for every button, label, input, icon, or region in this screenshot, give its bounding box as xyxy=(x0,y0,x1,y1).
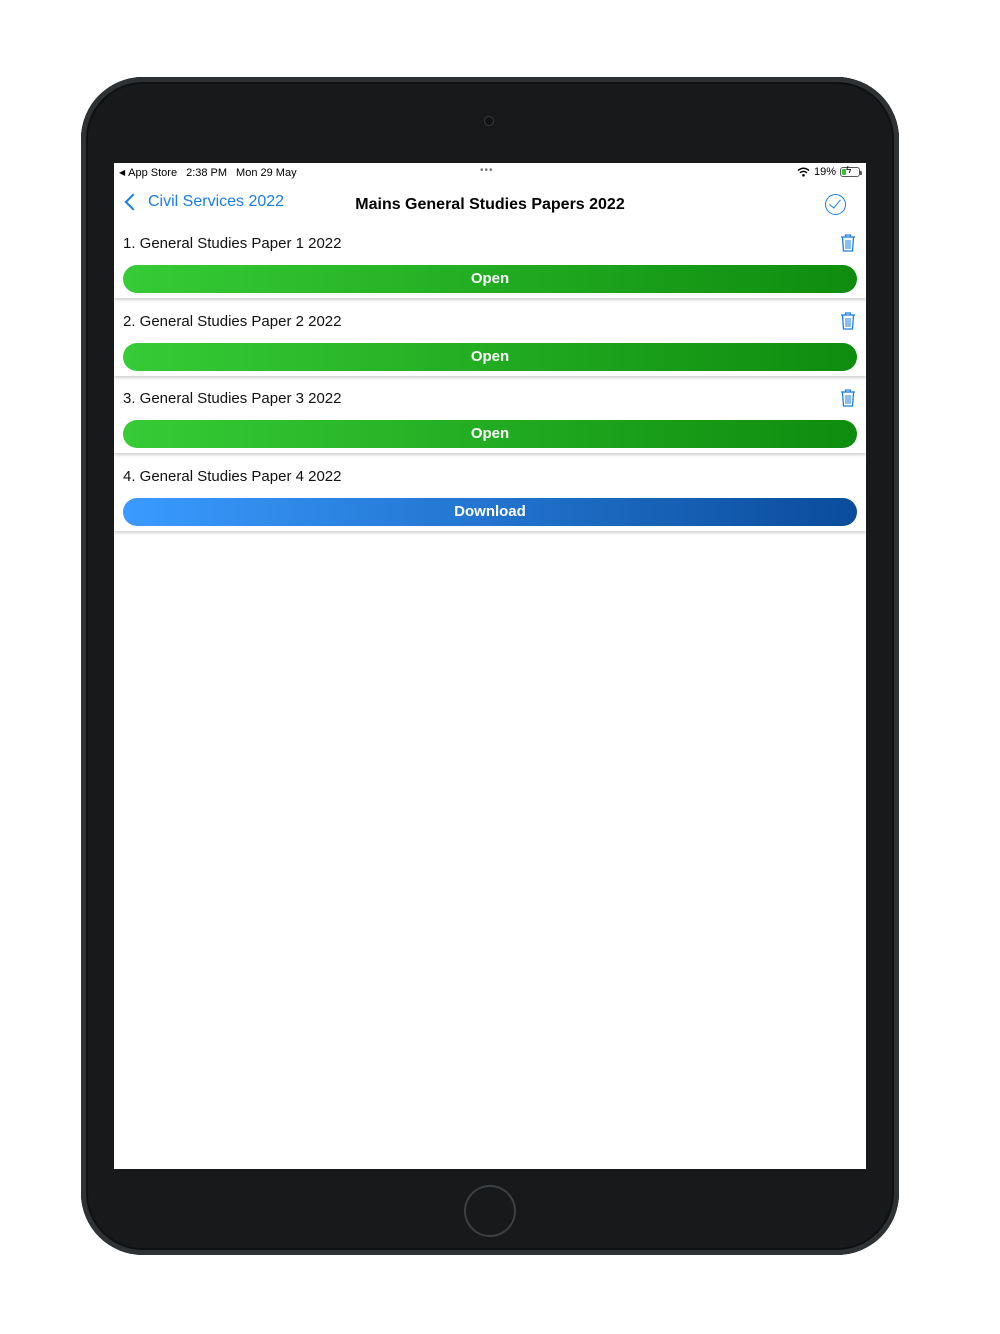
battery-percent: 19% xyxy=(813,166,836,178)
paper-title: 2. General Studies Paper 2 2022 xyxy=(123,312,342,330)
download-button[interactable]: Download xyxy=(123,498,857,526)
status-left xyxy=(119,167,297,179)
list-item xyxy=(114,384,866,453)
navigation-bar xyxy=(114,185,866,229)
battery-charging-icon: ϟ xyxy=(840,167,860,177)
home-button[interactable] xyxy=(464,1185,516,1237)
status-time: 2:38 PM xyxy=(186,167,228,179)
back-to-app-icon[interactable]: ◀ xyxy=(119,168,126,177)
open-button[interactable]: Open xyxy=(123,420,857,448)
trash-icon[interactable] xyxy=(840,389,856,407)
back-app-label[interactable]: App Store xyxy=(128,167,178,179)
open-button[interactable]: Open xyxy=(123,265,857,293)
paper-title: 3. General Studies Paper 3 2022 xyxy=(123,390,342,407)
front-camera xyxy=(484,116,494,126)
status-right xyxy=(797,166,860,178)
checkmark-circle-icon[interactable] xyxy=(825,194,846,215)
back-button-label: Civil Services 2022 xyxy=(148,193,285,210)
list-item xyxy=(114,462,866,531)
screen xyxy=(114,163,866,1169)
multitasking-dots-icon[interactable]: ••• xyxy=(480,165,494,176)
wifi-icon xyxy=(797,167,810,177)
list-item xyxy=(114,229,866,298)
page-title: Mains General Studies Papers 2022 xyxy=(355,196,625,213)
status-bar xyxy=(114,163,866,183)
papers-list xyxy=(114,229,866,539)
list-item xyxy=(114,307,866,376)
open-button[interactable]: Open xyxy=(123,343,857,371)
status-date: Mon 29 May xyxy=(236,167,297,179)
paper-title: 4. General Studies Paper 4 2022 xyxy=(123,467,342,485)
trash-icon[interactable] xyxy=(840,234,856,252)
paper-title: 1. General Studies Paper 1 2022 xyxy=(123,235,342,252)
trash-icon[interactable] xyxy=(840,312,856,330)
